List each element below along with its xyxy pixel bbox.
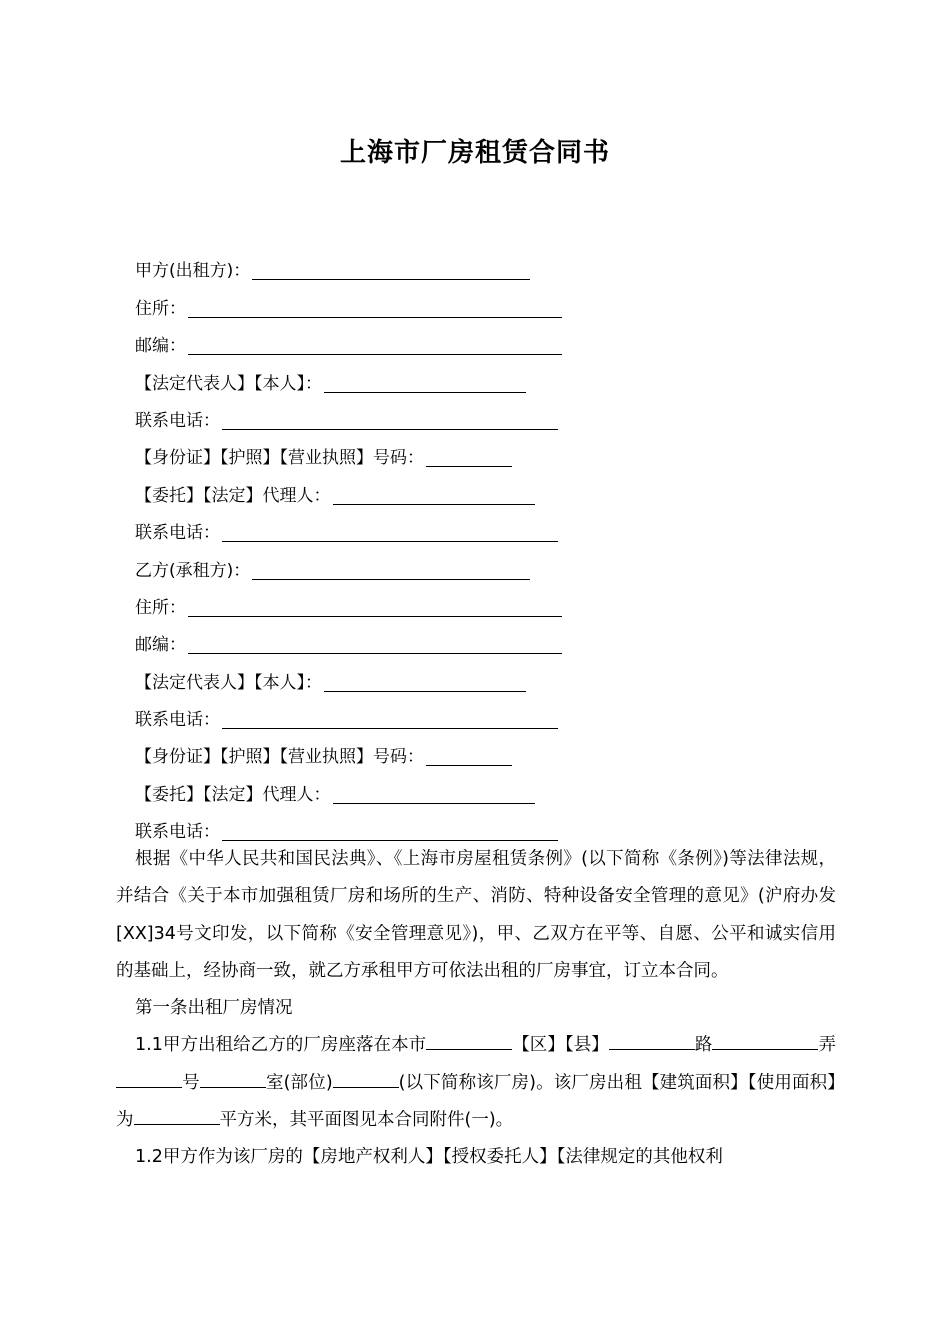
clause-1-1-text-3: 路 [694, 1035, 713, 1056]
page-title: 上海市厂房租赁合同书 [339, 138, 610, 168]
party-b-field-blank[interactable] [222, 706, 558, 729]
party-b-field-row [135, 735, 562, 772]
clause-1-1-text-1: 1.1甲方出租给乙方的厂房座落在本市 [135, 1035, 427, 1056]
party-b-field-label: 【身份证】【护照】【营业执照】号码： [135, 747, 424, 768]
party-a-field-blank[interactable] [324, 370, 526, 393]
party-a-field-row [135, 249, 562, 286]
preamble-paragraph: 根据《中华人民共和国民法典》、《上海市房屋租赁条例》(以下简称《条例》)等法律法规，并结合《关于本市加强租赁厂房和场所的生产、消防、特种设备安全管理的意见》(沪府办发[XX]34号文印发，以下简称《安全管理意见》)，甲、乙双方在平等、自愿、公平和诚实信用的基础上，经协商一致，就乙方承租甲方可依法出租的厂房事宜，订立本合同。 [116, 849, 836, 981]
clause-1-1-text-8: 平方米，其平面图见本合同附件(一)。 [219, 1110, 514, 1131]
party-fields [135, 249, 562, 847]
contract-body [116, 841, 836, 1177]
party-a-field-label: 住所： [135, 298, 186, 319]
road-blank[interactable] [712, 1027, 800, 1050]
party-b-field-label: 【委托】【法定】代理人： [135, 784, 331, 805]
party-a-field-label: 甲方(出租方)： [135, 261, 251, 282]
party-a-field-row [135, 361, 562, 398]
clause-1-2: 1.2甲方作为该厂房的【房地产权利人】【授权委托人】【法律规定的其他权利 [135, 1147, 723, 1168]
number-blank[interactable] [116, 1065, 182, 1088]
party-a-field-label: 联系电话： [135, 410, 220, 431]
clause-1-1-text-2: 【区】【县】 [512, 1035, 609, 1056]
party-b-field-label: 联系电话： [135, 822, 220, 843]
party-a-field-blank[interactable] [222, 407, 558, 430]
party-b-field-row [135, 623, 562, 660]
party-a-field-row [135, 473, 562, 510]
party-b-field-label: 乙方(承租方)： [135, 560, 251, 581]
party-a-field-label: 【法定代表人】【本人】： [135, 373, 322, 394]
party-b-field-label: 住所： [135, 597, 186, 618]
clause-1-1-text-4: 弄 [818, 1035, 837, 1056]
clause-1-1 [116, 1027, 836, 1139]
party-b-field-row [135, 698, 562, 735]
party-a-field-row [135, 399, 562, 436]
party-a-field-row [135, 436, 562, 473]
party-a-field-label: 邮编： [135, 336, 186, 357]
party-a-field-row [135, 286, 562, 323]
party-b-field-row [135, 660, 562, 697]
party-a-field-label: 【身份证】【护照】【营业执照】号码： [135, 448, 424, 469]
clause-1-1-text-6: 室(部位) [265, 1072, 333, 1093]
party-a-field-blank[interactable] [252, 257, 530, 280]
party-a-field-blank[interactable] [426, 444, 512, 467]
room-blank[interactable] [200, 1065, 266, 1088]
party-a-field-blank[interactable] [188, 332, 562, 355]
party-a-field-row [135, 324, 562, 361]
party-a-field-blank[interactable] [222, 519, 558, 542]
article-1-title: 第一条出租厂房情况 [135, 998, 293, 1019]
party-a-field-label: 【委托】【法定】代理人： [135, 485, 331, 506]
district-blank[interactable] [426, 1027, 512, 1050]
party-b-field-row [135, 586, 562, 623]
party-b-field-blank[interactable] [333, 781, 535, 804]
party-b-field-row [135, 772, 562, 809]
party-b-field-blank[interactable] [324, 669, 526, 692]
party-a-field-blank[interactable] [188, 295, 562, 318]
area-blank[interactable] [134, 1102, 220, 1125]
party-b-field-label: 联系电话： [135, 710, 220, 731]
party-b-field-row [135, 548, 562, 585]
party-b-field-blank[interactable] [252, 557, 530, 580]
party-b-field-label: 邮编： [135, 635, 186, 656]
location-blank[interactable] [333, 1065, 399, 1088]
party-a-field-blank[interactable] [333, 482, 535, 505]
clause-1-1-text-5: 号 [182, 1072, 200, 1093]
county-blank[interactable] [609, 1027, 695, 1050]
party-b-field-blank[interactable] [222, 818, 558, 841]
party-b-field-blank[interactable] [426, 743, 512, 766]
party-b-field-label: 【法定代表人】【本人】： [135, 672, 322, 693]
party-b-field-blank[interactable] [188, 594, 562, 617]
clause-1-1-text-7: (以下简称该厂房)。该厂房出租【建筑面积】【使用面积】为 [116, 1072, 837, 1131]
party-a-field-label: 联系电话： [135, 523, 220, 544]
lane-blank[interactable] [800, 1027, 818, 1050]
party-b-field-blank[interactable] [188, 631, 562, 654]
party-a-field-row [135, 511, 562, 548]
